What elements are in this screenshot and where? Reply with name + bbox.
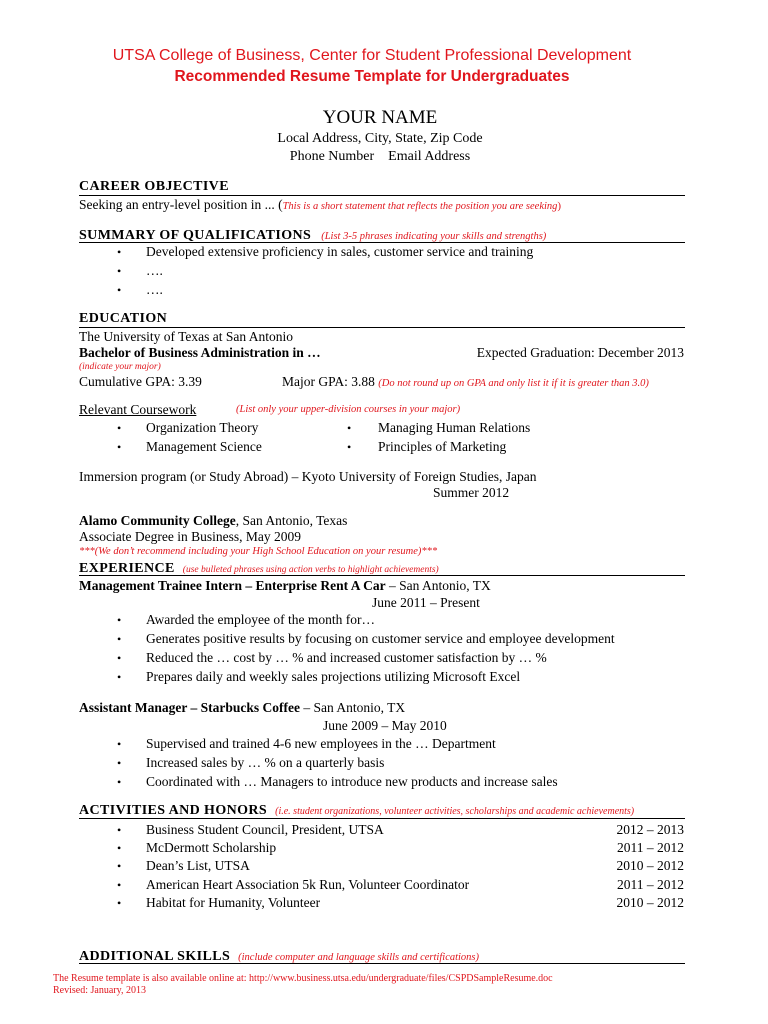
job-bullet: Generates positive results by focusing on customer service and employee development [146, 631, 615, 646]
associate-degree: Associate Degree in Business, May 2009 [79, 529, 301, 544]
bullet: • [117, 896, 122, 910]
graduation-date: Expected Graduation: December 2013 [476, 345, 684, 360]
course-item: Management Science [146, 439, 262, 454]
phone-email-line: Phone Number Email Address [289, 149, 471, 164]
school-name: The University of Texas at San Antonio [79, 329, 294, 344]
bullet: • [117, 841, 122, 855]
bullet: • [117, 440, 122, 454]
footer-url-note: The Resume template is also available online at: http://www.business.utsa.edu/undergraduate/files/CSPDSampleResume.doc [53, 973, 553, 984]
bullet: • [117, 613, 122, 627]
header-institution: UTSA College of Business, Center for Student Professional Development [112, 47, 632, 64]
qualification-item: …. [146, 263, 163, 278]
section-heading-qualifications: SUMMARY OF QUALIFICATIONS (List 3-5 phrases indicating your skills and strengths) [79, 228, 547, 243]
bullet: • [117, 245, 122, 259]
section-heading-education: EDUCATION [79, 311, 168, 326]
section-heading-skills: ADDITIONAL SKILLS (include computer and language skills and certifications) [79, 949, 480, 964]
address-line: Local Address, City, State, Zip Code [277, 131, 483, 146]
community-college: Alamo Community College, San Antonio, Texas [79, 513, 348, 528]
cumulative-gpa: Cumulative GPA: 3.39 [79, 374, 202, 389]
activity-item: Habitat for Humanity, Volunteer [146, 895, 321, 910]
job-title: Management Trainee Intern – Enterprise Rent A Car – San Antonio, TX [79, 578, 491, 593]
bullet: • [117, 632, 122, 646]
immersion-date: Summer 2012 [433, 485, 510, 500]
bullet: • [117, 823, 122, 837]
section-rule [79, 818, 685, 819]
activity-years: 2011 – 2012 [617, 840, 684, 855]
activity-item: Business Student Council, President, UTSA [146, 822, 384, 837]
degree: Bachelor of Business Administration in … [79, 345, 321, 360]
course-item: Principles of Marketing [378, 439, 507, 454]
activity-item: American Heart Association 5k Run, Volunteer Coordinator [146, 877, 470, 892]
bullet: • [117, 651, 122, 665]
section-heading-objective: CAREER OBJECTIVE [79, 179, 229, 194]
bullet: • [117, 283, 122, 297]
activity-years: 2010 – 2012 [616, 895, 684, 910]
header-title: Recommended Resume Template for Undergraduates [174, 68, 570, 85]
section-heading-experience: EXPERIENCE (use bulleted phrases using action verbs to highlight achievements) [79, 561, 439, 576]
job-bullet: Prepares daily and weekly sales projections utilizing Microsoft Excel [146, 669, 521, 684]
major-gpa: Major GPA: 3.88 (Do not round up on GPA and only list it if it is greater than 3.0) [282, 374, 649, 389]
resume-name: YOUR NAME [322, 107, 438, 128]
job-title: Assistant Manager – Starbucks Coffee – San Antonio, TX [79, 700, 406, 715]
bullet: • [117, 756, 122, 770]
bullet: • [117, 737, 122, 751]
activity-item: Dean’s List, UTSA [146, 858, 250, 873]
bullet: • [117, 878, 122, 892]
bullet: • [117, 670, 122, 684]
activity-years: 2010 – 2012 [616, 858, 684, 873]
immersion-program: Immersion program (or Study Abroad) – Kyoto University of Foreign Studies, Japan [79, 469, 537, 484]
activity-years: 2011 – 2012 [617, 877, 684, 892]
section-rule [79, 242, 685, 243]
activity-item: McDermott Scholarship [146, 840, 277, 855]
job-bullet: Supervised and trained 4-6 new employees in the … Department [146, 736, 496, 751]
bullet: • [117, 421, 122, 435]
job-bullet: Reduced the … cost by … % and increased customer satisfaction by … % [146, 650, 547, 665]
activity-years: 2012 – 2013 [616, 822, 684, 837]
major-note: (indicate your major) [79, 362, 161, 372]
section-rule [79, 195, 685, 196]
coursework-label: Relevant Coursework [79, 402, 197, 417]
section-rule [79, 327, 685, 328]
section-rule [79, 963, 685, 964]
job-bullet: Coordinated with … Managers to introduce new products and increase sales [146, 774, 558, 789]
bullet: • [117, 859, 122, 873]
bullet: • [347, 440, 352, 454]
section-heading-activities: ACTIVITIES AND HONORS (i.e. student organizations, volunteer activities, scholarships and academic achievements) [79, 803, 635, 818]
coursework-note: (List only your upper-division courses in your major) [236, 404, 461, 415]
job-bullet: Increased sales by … % on a quarterly basis [146, 755, 385, 770]
job-bullet: Awarded the employee of the month for… [146, 612, 375, 627]
section-rule [79, 575, 685, 576]
course-item: Organization Theory [146, 420, 259, 435]
qualification-item: …. [146, 282, 163, 297]
objective-text: Seeking an entry-level position in ... (This is a short statement that reflects the position you are seeking) [79, 197, 562, 212]
bullet: • [117, 775, 122, 789]
job-dates: June 2009 – May 2010 [323, 718, 447, 733]
job-dates: June 2011 – Present [372, 595, 480, 610]
footer-revised: Revised: January, 2013 [53, 985, 146, 996]
high-school-note: ***(We don’t recommend including your High School Education on your resume)*** [79, 546, 438, 557]
qualification-item: Developed extensive proficiency in sales, customer service and training [146, 244, 534, 259]
course-item: Managing Human Relations [378, 420, 531, 435]
bullet: • [347, 421, 352, 435]
bullet: • [117, 264, 122, 278]
